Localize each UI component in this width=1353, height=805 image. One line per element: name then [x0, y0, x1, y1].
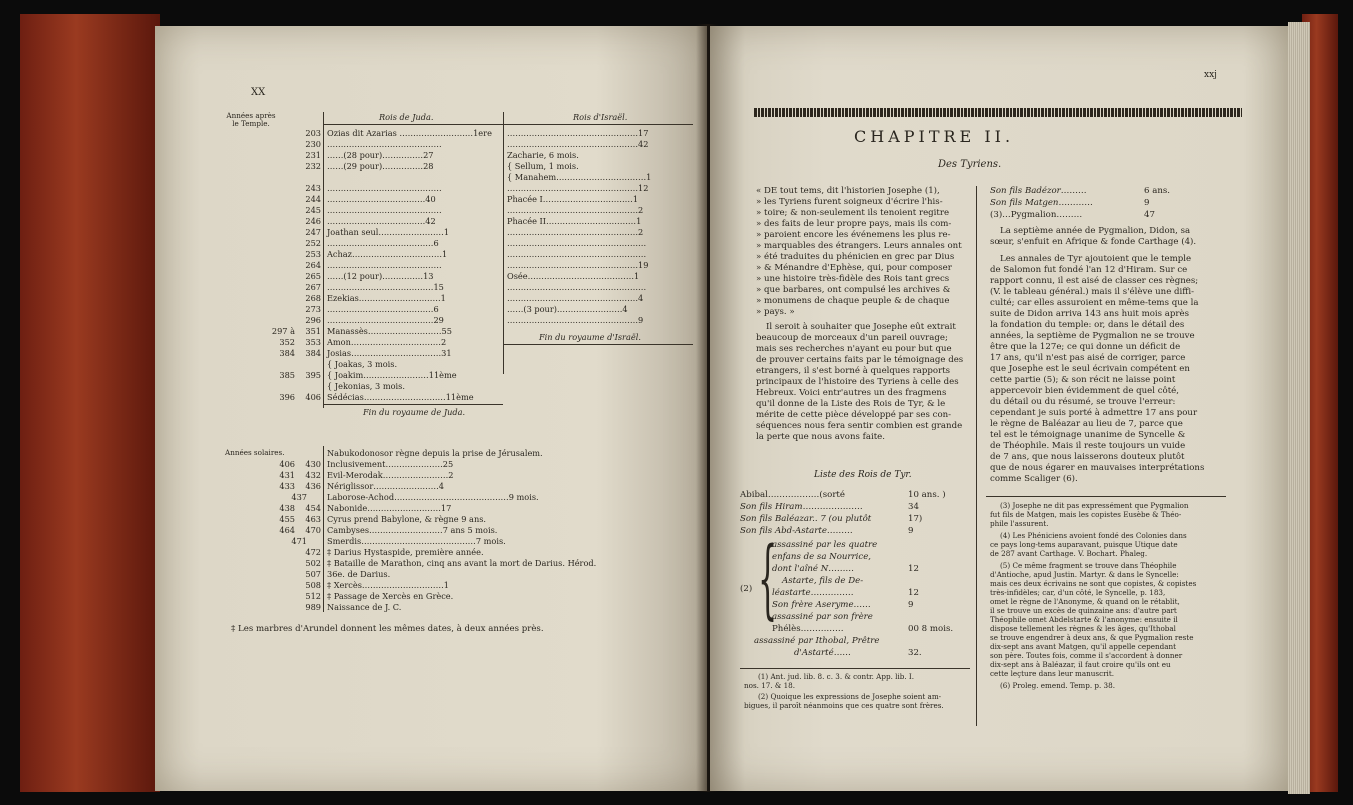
solar-a: 438 — [279, 503, 295, 513]
row-israel: …………………………………………… — [507, 238, 647, 248]
row-b: 230 — [305, 139, 321, 149]
note-line: dix-sept ans avant Matgen, qu'il appelle cependant — [990, 642, 1177, 651]
text-line: etrangers, il s'est borné à quelques rapports — [756, 366, 951, 376]
right-page-number: xxj — [1204, 70, 1217, 80]
row-a: 396 — [279, 392, 295, 402]
text-line: rapport connu, il est aisé de classer ces règnes; — [990, 276, 1199, 286]
text-line: principaux de l'histoire des Tyriens à celle des — [756, 377, 959, 387]
king-row: assassiné par les quatre — [772, 540, 878, 550]
row-juda: ……(28 pour)……………27 — [327, 150, 434, 160]
text-line: de Salomon fut fondé l'an 12 d'Hiram. Sur ce — [990, 265, 1188, 275]
text-line: » paroient encore les événemens les plus re- — [756, 230, 951, 240]
row-israel: Phacée II……………………………1 — [507, 216, 642, 226]
row-b: 203 — [305, 128, 321, 138]
israel-column-header: Rois d'Israël. — [573, 112, 628, 122]
text-line: qu'il donne de la Liste des Rois de Tyr, & le — [756, 399, 946, 409]
solar-a: 431 — [279, 470, 295, 480]
solar-row: ‡ Bataille de Marathon, cinq ans avant la mort de Darius. Hérod. — [327, 558, 597, 568]
row-israel: …………………………………………9 — [507, 315, 644, 325]
row-juda: Joathan seul……………………1 — [327, 227, 450, 237]
text-line: mais ses recherches n'ayant eu pour but que — [756, 344, 952, 354]
king-years: 9 — [1144, 198, 1150, 208]
solar-row: ‡ Xercès…………………………1 — [327, 580, 450, 590]
solar-row: Nériglissor……………………4 — [327, 481, 444, 491]
king-row: Son frère Aseryme…… — [772, 600, 871, 610]
chapter-subtitle: Des Tyriens. — [938, 159, 1002, 170]
text-line: Les annales de Tyr ajoutoient que le temple — [1000, 254, 1192, 264]
text-line: que de nous égarer en mauvaises interprétations — [990, 463, 1205, 473]
row-b: 265 — [305, 271, 321, 281]
text-line: le règne de Baléazar au lieu de 7, parce que — [990, 419, 1183, 429]
text-line: » des faits de leur propre pays, mais ils com- — [756, 219, 952, 229]
text-line: cependant je suis porté à admettre 17 ans pour — [990, 408, 1198, 418]
row-juda: …………………………………15 — [327, 282, 444, 292]
row-israel: …………………………………………4 — [507, 293, 644, 303]
text-line: culté; car elles assuroient en même-tems que la — [990, 298, 1199, 308]
text-line: » monumens de chaque peuple & de chaque — [756, 296, 950, 306]
note-line: bigues, il paroît néanmoins que ces quatre sont frères. — [744, 701, 944, 710]
row-israel: ……(3 pour)……………………4 — [507, 304, 628, 314]
years-juda-divider — [323, 112, 324, 408]
text-line: » les Tyriens furent soigneux d'écrire l'his- — [756, 197, 943, 207]
king-years: 10 ans. ) — [908, 490, 946, 500]
king-row: dont l'aîné N……… — [772, 564, 855, 574]
note-line: omet le règne de l'Anonyme, & quand on le rétablit, — [990, 597, 1180, 606]
note-line: se trouve engendrer à deux ans, & que Pygmalion reste — [990, 633, 1194, 642]
solar-row: Smerdis……………………………………7 mois. — [327, 536, 506, 546]
solar-b: 507 — [305, 569, 321, 579]
text-line: (V. le tableau général.) mais il s'élève une diffi- — [990, 287, 1195, 297]
row-israel: …………………………………………… — [507, 282, 647, 292]
solar-b: 432 — [305, 470, 321, 480]
row-b: 273 — [305, 304, 321, 314]
juda-israel-divider — [503, 112, 504, 374]
row-israel: …………………………………………2 — [507, 205, 644, 215]
row-a: 352 — [279, 337, 295, 347]
king-row: Abibal………………(sorté — [740, 490, 845, 500]
text-line: La septième année de Pygmalion, Didon, sa — [1000, 226, 1191, 236]
king-years: 9 — [908, 526, 914, 536]
row-juda: ………………………………42 — [327, 216, 436, 226]
king-years: 32. — [908, 648, 922, 658]
row-israel: Phacée I……………………………1 — [507, 194, 639, 204]
solar-b: 502 — [305, 558, 321, 568]
king-years: 12 — [908, 588, 919, 598]
row-israel: …………………………………………2 — [507, 227, 644, 237]
row-b: 406 — [305, 392, 321, 402]
row-b: 245 — [305, 205, 321, 215]
note-line: fut fils de Matgen, mais les copistes Eusèbe & Théo- — [990, 510, 1182, 519]
text-line: de 7 ans, que nous laisserons douteux plutôt — [990, 452, 1185, 462]
row-b: 351 — [305, 326, 321, 336]
note-line: (6) Proleg. emend. Temp. p. 38. — [1000, 681, 1115, 690]
years-column-header: Années après le Temple. — [226, 111, 276, 128]
solar-b: 436 — [305, 481, 321, 491]
solar-a: 471 — [291, 536, 307, 546]
juda-column-header: Rois de Juda. — [379, 112, 434, 122]
king-row: Son fils Hiram………………… — [740, 502, 863, 512]
juda-end-rule — [323, 404, 503, 405]
king-row: d'Astarté…… — [794, 648, 851, 658]
note-line: (1) Ant. jud. lib. 8. c. 3. & contr. App. lib. I. — [758, 672, 915, 681]
solar-row: Naissance de J. C. — [327, 602, 402, 612]
row-juda: …………………………………6 — [327, 238, 439, 248]
row-a: 384 — [279, 348, 295, 358]
fin-juda-label: Fin du royaume de Juda. — [363, 407, 466, 417]
row-juda: ……(29 pour)……………28 — [327, 161, 434, 171]
row-b: 267 — [305, 282, 321, 292]
solar-divider — [323, 446, 324, 612]
row-b: 253 — [305, 249, 321, 259]
row-a: 297 à — [271, 326, 295, 336]
row-israel: …………………………………………19 — [507, 260, 649, 270]
note-line: nos. 17. & 18. — [744, 681, 796, 690]
row-juda: …………………………………… — [327, 260, 442, 270]
solar-row: 36e. de Darius. — [327, 569, 391, 579]
right-page — [710, 26, 1290, 791]
row-israel: …………………………………………17 — [507, 128, 649, 138]
text-line: beaucoup de morceaux d'un pareil ouvrage; — [756, 333, 948, 343]
text-line: la fondation du temple: or, dans le détail des — [990, 320, 1185, 330]
row-b: 252 — [305, 238, 321, 248]
king-years: 6 ans. — [1144, 186, 1170, 196]
king-row: assassiné par son frère — [772, 612, 873, 622]
left-cover — [20, 14, 160, 792]
text-line: de Théophile. Mais il reste toujours un vuide — [990, 441, 1186, 451]
text-line: » été traduites du phénicien en grec par Dius — [756, 252, 955, 262]
solar-a: 433 — [279, 481, 295, 491]
solar-b: 454 — [305, 503, 321, 513]
row-b: 395 — [305, 370, 321, 380]
col1-notes-rule — [740, 668, 970, 669]
text-line: tel est le témoignage unanime de Syncelle & — [990, 430, 1186, 440]
king-row: Son fils Baléazar.. 7 (ou plutôt — [740, 514, 872, 524]
king-row: Phélès…………… — [772, 624, 844, 634]
text-line: comme Scaliger (6). — [990, 474, 1078, 484]
text-line: être que la 127e; ce qui donne un déficit de — [990, 342, 1181, 352]
row-b: 232 — [305, 161, 321, 171]
king-years: 34 — [908, 502, 919, 512]
row-juda: …………………………………29 — [327, 315, 444, 325]
row-juda: ………………………………40 — [327, 194, 436, 204]
row-israel: Zacharie, 6 mois. — [507, 150, 579, 160]
text-line: suite de Didon arriva 143 ans huit mois après — [990, 309, 1190, 319]
chapter-title: CHAPITRE II. — [854, 127, 1015, 146]
row-juda: …………………………………… — [327, 139, 442, 149]
row-juda: Josias……………………………31 — [327, 348, 452, 358]
king-row: Son fils Matgen………… — [990, 198, 1093, 208]
row-juda: ……(12 pour)……………13 — [327, 271, 434, 281]
row-b: 244 — [305, 194, 321, 204]
text-line: » toire; & non-seulement ils tenoient regitre — [756, 208, 950, 218]
row-b: 384 — [305, 348, 321, 358]
list-brace: { — [758, 529, 778, 629]
row-b: 231 — [305, 150, 321, 160]
text-line: mérite de cette pièce développé par ses con- — [756, 410, 952, 420]
israel-end-rule — [503, 344, 693, 345]
row-a: 385 — [279, 370, 295, 380]
row-juda: Achaz……………………………1 — [327, 249, 448, 259]
row-juda: …………………………………… — [327, 205, 442, 215]
list-brace-label: (2) — [740, 584, 753, 594]
row-b: 243 — [305, 183, 321, 193]
row-israel: Osée…………………………………1 — [507, 271, 640, 281]
row-juda: Manassès………………………55 — [327, 326, 452, 336]
row-juda: Ozias dit Azarias ………………………1ere — [327, 128, 492, 138]
text-line: années, la septième de Pygmalion ne se trouve — [990, 331, 1195, 341]
note-line: mais ces deux écrivains ne sont que copistes, & copistes — [990, 579, 1197, 588]
king-years: 17) — [908, 514, 923, 524]
row-b: 246 — [305, 216, 321, 226]
row-juda: …………………………………6 — [327, 304, 439, 314]
fin-israel-label: Fin du royaume d'Israël. — [539, 332, 641, 342]
solar-b: 430 — [305, 459, 321, 469]
note-line: d'Antioche, apud Justin. Martyr. & dans le Syncelle: — [990, 570, 1179, 579]
text-line: Hebreux. Voici entr'autres un des fragmens — [756, 388, 947, 398]
solar-b: 472 — [305, 547, 321, 557]
note-line: (4) Les Phéniciens avoient fondé des Colonies dans — [1000, 531, 1187, 540]
text-line: de prouver certains faits par le témoignage des — [756, 355, 964, 365]
king-row: enfans de sa Nourrice, — [772, 552, 872, 562]
solar-b: 508 — [305, 580, 321, 590]
page-edges — [1288, 22, 1310, 794]
text-line: 17 ans, qu'il n'est pas aisé de corriger, parce — [990, 353, 1186, 363]
solar-row: Inclusivement…………………25 — [327, 459, 454, 469]
solar-b: 512 — [305, 591, 321, 601]
solar-row: Laborose-Achod……………………………………9 mois. — [327, 492, 539, 502]
table-header-rule — [323, 124, 693, 125]
note-line: cette leçture dans leur manuscrit. — [990, 669, 1115, 678]
note-line: (5) Ce même fragment se trouve dans Théophile — [1000, 561, 1177, 570]
row-juda: Sédécias…………………………11ème — [327, 392, 474, 402]
solar-years-header: Années solaires. — [225, 448, 285, 457]
king-row: léastarte…………… — [772, 588, 854, 598]
column-divider — [976, 186, 977, 726]
king-row: Astarte, fils de De- — [782, 576, 864, 586]
left-page-header: XX — [251, 87, 266, 98]
row-israel: { Sellum, 1 mois. — [507, 161, 579, 171]
solar-a: 455 — [279, 514, 295, 524]
king-row: (3)…Pygmalion……… — [990, 210, 1083, 220]
left-page — [155, 26, 707, 791]
text-line: » pays. » — [756, 307, 795, 317]
row-israel: …………………………………………42 — [507, 139, 649, 149]
note-line: Théophile omet Abdelstarte & l'anonyme: ensuite il — [990, 615, 1178, 624]
king-row: assassiné par Ithobal, Prêtre — [754, 636, 880, 646]
solar-row: Nabonide………………………17 — [327, 503, 452, 513]
solar-a: 406 — [279, 459, 295, 469]
row-b: 268 — [305, 293, 321, 303]
text-line: » que barbares, ont compulsé les archives & — [756, 285, 951, 295]
note-line: (2) Quoique les expressions de Josephe soient am- — [758, 692, 942, 701]
solar-row: Cyrus prend Babylone, & règne 9 ans. — [327, 514, 487, 524]
row-juda: …………………………………… — [327, 183, 442, 193]
note-line: de 287 avant Carthage. V. Bochart. Phaleg. — [990, 549, 1148, 558]
chapter-ornament — [754, 108, 1242, 117]
solar-row: ‡ Passage de Xercès en Grèce. — [327, 591, 454, 601]
tyr-list-title: Liste des Rois de Tyr. — [814, 470, 912, 480]
text-line: Il seroit à souhaiter que Josephe eût extrait — [766, 322, 956, 332]
solar-row: ‡ Darius Hystaspide, première année. — [327, 547, 484, 557]
left-footnote: ‡ Les marbres d'Arundel donnent les mêmes dates, à deux années près. — [231, 624, 544, 634]
text-line: du détail ou du résumé, se trouve l'erreur: — [990, 397, 1176, 407]
solar-b: 470 — [305, 525, 321, 535]
king-row: Son fils Abd-Astarte……… — [740, 526, 853, 536]
text-line: séquences nous fera sentir combien est grande — [756, 421, 963, 431]
row-juda: { Joakim……………………11ème — [327, 370, 457, 380]
solar-row: Evil-Merodak……………………2 — [327, 470, 454, 480]
col2-notes-rule — [986, 496, 1226, 497]
king-years: 12 — [908, 564, 919, 574]
row-juda: Amon……………………………2 — [327, 337, 447, 347]
open-book — [20, 8, 1338, 798]
text-line: » marquables des étrangers. Leurs annales ont — [756, 241, 962, 251]
row-b: 353 — [305, 337, 321, 347]
solar-row: Nabukodonosor règne depuis la prise de Jérusalem. — [327, 448, 543, 458]
text-line: cette partie (5); & son récit ne laisse point — [990, 375, 1176, 385]
text-line: » une histoire très-fidèle des Rois tant grecs — [756, 274, 950, 284]
row-b: 247 — [305, 227, 321, 237]
row-b: 264 — [305, 260, 321, 270]
row-israel: …………………………………………… — [507, 249, 647, 259]
row-israel: …………………………………………12 — [507, 183, 649, 193]
text-line: sœur, s'enfuit en Afrique & fonde Carthage (4). — [990, 237, 1197, 247]
row-b: 296 — [305, 315, 321, 325]
solar-b: 989 — [305, 602, 321, 612]
note-line: il se trouve un excès de quinzaine ans: d'autre part — [990, 606, 1177, 615]
solar-a: 464 — [279, 525, 295, 535]
row-juda: { Joakas, 3 mois. — [327, 359, 398, 369]
note-line: dispose tellement les règnes & les âges, qu'Ithobal — [990, 624, 1176, 633]
note-line: ce pays long-tems auparavant, puisque Utique date — [990, 540, 1178, 549]
note-line: phile l'assurent. — [990, 519, 1049, 528]
note-line: (3) Josephe ne dit pas expressément que Pygmalion — [1000, 501, 1189, 510]
row-israel: { Manahem……………………………1 — [507, 172, 652, 182]
row-juda: Ezekias…………………………1 — [327, 293, 446, 303]
note-line: très-infidèles; car, d'un côté, le Syncelle, p. 183, — [990, 588, 1166, 597]
king-years: 00 8 mois. — [908, 624, 954, 634]
row-juda: { Jekonias, 3 mois. — [327, 381, 405, 391]
note-line: dix-sept ans à Baléazar, il faut croire qu'ils ont eu — [990, 660, 1171, 669]
solar-row: Cambyses………………………7 ans 5 mois. — [327, 525, 498, 535]
text-line: la perte que nous avons faite. — [756, 432, 885, 442]
solar-a: 437 — [291, 492, 307, 502]
text-line: que Josephe est le seul écrivain compétent en — [990, 364, 1190, 374]
king-years: 47 — [1144, 210, 1155, 220]
king-years: 9 — [908, 600, 914, 610]
text-line: appercevoir bien évidemment de quel côté, — [990, 386, 1179, 396]
solar-b: 463 — [305, 514, 321, 524]
text-line: « DE tout tems, dit l'historien Josephe (1), — [756, 186, 940, 196]
king-row: Son fils Badézor……… — [990, 186, 1087, 196]
text-line: » & Ménandre d'Ephèse, qui, pour composer — [756, 263, 952, 273]
note-line: son père. Toutes fois, comme il s'accordent à donner — [990, 651, 1183, 660]
